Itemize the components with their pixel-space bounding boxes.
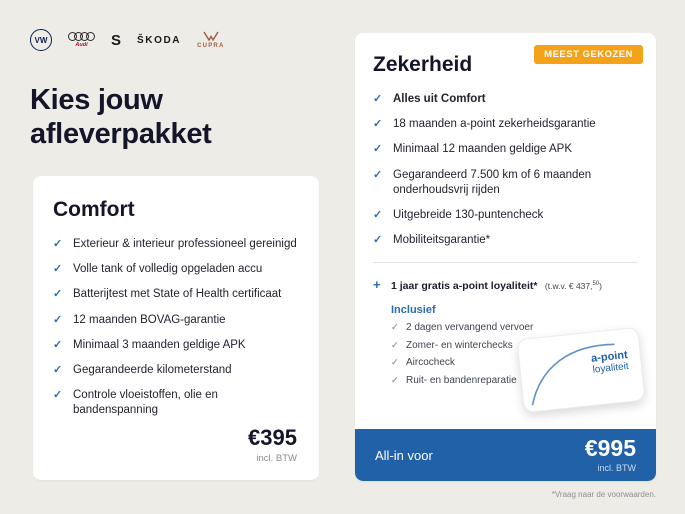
comfort-item-label: Batterijtest met State of Health certificaat — [73, 288, 282, 301]
zekerheid-item — [373, 168, 638, 198]
check-icon: ✓ — [373, 93, 383, 105]
zekerheid-item-label: Minimaal 12 maanden geldige APK — [393, 143, 573, 156]
check-icon: ✓ — [53, 389, 63, 402]
comfort-item — [53, 287, 299, 302]
zekerheid-item-label: Alles uit Comfort — [393, 93, 486, 105]
check-icon: ✓ — [373, 143, 383, 156]
check-icon: ✓ — [53, 288, 63, 301]
loyalty-card-graphic — [516, 327, 645, 413]
divider — [373, 262, 638, 263]
vw-logo — [30, 29, 52, 51]
inclusief-item-label: 2 dagen vervangend vervoer — [406, 322, 534, 334]
skoda-wordmark: ŠKODA — [137, 34, 182, 46]
loyalty-offer-value: (t.w.v. € 437,50) — [544, 281, 603, 292]
comfort-item-label: Minimaal 3 maanden geldige APK — [73, 338, 246, 351]
comfort-item — [53, 338, 299, 353]
check-icon: ✓ — [391, 374, 399, 385]
brand-logos — [30, 26, 224, 54]
check-icon: ✓ — [391, 339, 399, 350]
page-title — [30, 84, 212, 152]
all-in-label: All-in voor — [375, 447, 433, 463]
audi-logo — [68, 32, 95, 48]
check-icon: ✓ — [53, 263, 63, 276]
inclusief-item-label: Zomer- en winterchecks — [406, 339, 513, 351]
check-icon: ✓ — [53, 363, 63, 376]
zekerheid-price-footer — [355, 429, 656, 481]
zekerheid-item — [373, 142, 638, 157]
zekerheid-card-title: Zekerheid — [373, 53, 473, 76]
loyalty-card-text — [591, 349, 630, 376]
comfort-item — [53, 262, 299, 277]
check-icon: ✓ — [373, 208, 383, 221]
comfort-item-label: Volle tank of volledig opgeladen accu — [73, 263, 263, 276]
cupra-emblem-icon — [203, 31, 219, 42]
comfort-price-note: incl. BTW — [256, 453, 297, 464]
zekerheid-price-note: incl. BTW — [597, 463, 636, 473]
zekerheid-item — [373, 92, 638, 107]
skoda-logo — [137, 35, 181, 46]
loyalty-offer-title: 1 jaar gratis a-point loyaliteit* — [391, 280, 538, 293]
comfort-item — [53, 237, 299, 252]
seat-emblem-icon: S — [111, 31, 122, 49]
zekerheid-item-label: Gegarandeerd 7.500 km of 6 maanden onderhoudsvrij rijden — [393, 168, 592, 196]
loyalty-offer-row — [373, 276, 638, 294]
zekerheid-price: €995 — [584, 435, 636, 461]
zekerheid-price-block — [585, 437, 636, 473]
page-title-line1: Kies jouw — [30, 84, 163, 116]
cupra-wordmark: CUPRA — [197, 43, 225, 49]
plus-icon: + — [373, 277, 381, 293]
zekerheid-package-card — [355, 33, 656, 481]
inclusief-label: Inclusief — [391, 304, 436, 317]
comfort-item — [53, 313, 299, 328]
zekerheid-item — [373, 233, 638, 248]
page-title-line2: afleverpakket — [30, 117, 212, 150]
terms-footnote: *Vraag naar de voorwaarden. — [551, 490, 656, 499]
cupra-logo — [197, 31, 224, 49]
vw-roundel-icon: VW — [30, 29, 52, 51]
inclusief-item — [391, 322, 546, 335]
comfort-package-card — [33, 176, 319, 480]
check-icon: ✓ — [373, 168, 383, 181]
comfort-card-title: Comfort — [53, 198, 135, 221]
loyalty-card-brand: a-point — [590, 349, 629, 365]
audi-wordmark: Audi — [75, 42, 88, 48]
check-icon: ✓ — [53, 313, 63, 326]
zekerheid-item-label: Uitgebreide 130-puntencheck — [393, 208, 544, 221]
zekerheid-item — [373, 117, 638, 132]
zekerheid-item-label: Mobiliteitsgarantie* — [393, 234, 491, 247]
check-icon: ✓ — [53, 238, 63, 250]
most-chosen-badge: MEEST GEKOZEN — [534, 45, 643, 64]
comfort-price: €395 — [248, 425, 297, 450]
loyalty-card-product: loyaliteit — [592, 361, 630, 376]
check-icon: ✓ — [373, 234, 383, 247]
comfort-item-label: 12 maanden BOVAG-garantie — [73, 313, 226, 326]
check-icon: ✓ — [373, 118, 383, 131]
comfort-item-label: Controle vloeistoffen, olie en bandenspanning — [73, 389, 218, 417]
zekerheid-item-label: 18 maanden a-point zekerheidsgarantie — [393, 118, 596, 131]
zekerheid-item — [373, 208, 638, 223]
comfort-item — [53, 388, 299, 418]
check-icon: ✓ — [53, 338, 63, 351]
comfort-item-label: Exterieur & interieur professioneel gereinigd — [73, 238, 297, 250]
comfort-item — [53, 363, 299, 378]
inclusief-item-label: Ruit- en bandenreparatie — [406, 374, 517, 386]
comfort-item-label: Gegarandeerde kilometerstand — [73, 363, 232, 376]
comfort-price-block — [248, 425, 297, 464]
audi-rings-icon — [68, 32, 95, 41]
check-icon: ✓ — [391, 357, 399, 368]
seat-logo — [111, 33, 121, 48]
check-icon: ✓ — [391, 322, 399, 333]
inclusief-item-label: Aircocheck — [406, 357, 455, 369]
